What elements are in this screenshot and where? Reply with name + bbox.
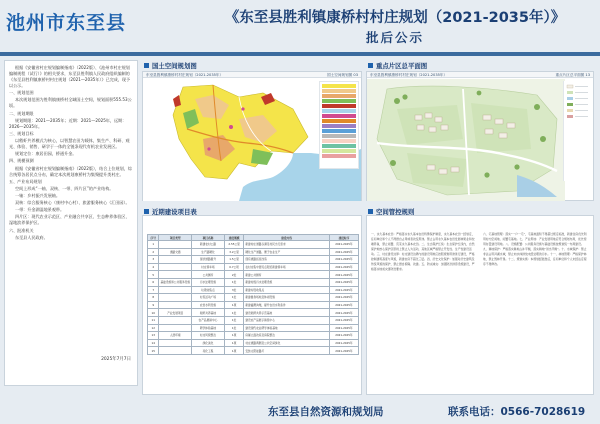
table-cell: 7: [148, 286, 159, 294]
bullet-square-icon: [368, 63, 373, 68]
table-cell: 新建健身场地及休闲设施: [244, 294, 330, 302]
table-cell: [159, 339, 192, 347]
phone-number: 0566-7028619: [500, 406, 586, 418]
table-cell: 房屋立面改造及庭院整治: [244, 332, 330, 340]
table-cell: 2021-2025年: [329, 271, 358, 279]
table-cell: 1项: [224, 339, 243, 347]
table-cell: 新建村庄道路以满足村民出行需求: [244, 241, 330, 249]
paragraph: 规划期限：2021—2035年；近期：2021—2025年，远期：2026—2035年。: [9, 117, 127, 129]
table-cell: 2021-2025年: [329, 241, 358, 249]
map-legend: [319, 81, 359, 169]
table-cell: 1处: [224, 309, 243, 317]
column-header: 建设内容: [244, 235, 330, 241]
table-cell: 1处: [224, 324, 243, 332]
bullet-square-icon: [368, 209, 373, 214]
bullet-square-icon: [144, 209, 149, 214]
paragraph: 空间上形成“一轴、双核、一带、四片区”的产业结构。: [15, 185, 114, 191]
table-cell: 12: [148, 324, 159, 332]
table-cell: [159, 324, 192, 332]
table-row: [148, 339, 359, 347]
phone-label: 联系电话：: [448, 406, 501, 418]
column-header: 项目类型: [159, 235, 192, 241]
table-cell: 新建公共厕所: [244, 271, 330, 279]
table-row: [148, 316, 359, 324]
section-heading: 四、规模预测: [9, 158, 34, 164]
table-cell: 1处: [224, 278, 243, 286]
table-cell: 村庄停车场: [192, 263, 225, 271]
table-cell: 生产路硬化: [192, 248, 225, 256]
table-row: [148, 278, 359, 286]
announcement-text: [4, 60, 138, 386]
paragraph: 根据《安徽省村庄规划编制指南》（2022版），结合上位规划，综合统筹各居民点分布，确定本次规划康桥村为集聚提升类村庄。: [9, 165, 132, 177]
table-row: [148, 324, 359, 332]
table-cell: 村庄道路两侧及公共空间绿化: [244, 339, 330, 347]
table-cell: 5: [148, 271, 159, 279]
key-area-site-plan: [367, 79, 565, 201]
table-cell: 新建村级污水处理设施: [244, 278, 330, 286]
paragraph: 四片区：现代农业示范区、产业融合共享区、生态种养体验区、湿地滨养保护区。: [9, 214, 130, 226]
table-row: [148, 256, 359, 264]
table-cell: 2021-2025年: [329, 286, 358, 294]
map-title-bar: 东至县胜利镇康桥村村庄规划（2021-2035年） 国土空间规划图 03: [143, 72, 361, 78]
table-row: [148, 301, 359, 309]
table-cell: [159, 256, 192, 264]
issuing-authority: 东至县自然资源和规划局: [268, 406, 384, 418]
table-row: [148, 248, 359, 256]
table-cell: 2021-2025年: [329, 263, 358, 271]
key-area-plan-panel: [366, 71, 594, 201]
table-cell: 稻虾共养基地: [192, 309, 225, 317]
table-cell: 村民活动广场: [192, 294, 225, 302]
paragraph: 根据《安徽省村庄规划编制指南》（2022版）、《池州市村庄规划编制规程（试行）》的相关要求，东至县胜利镇人民政府组织编制的《东至县胜利镇康桥村村庄规划（2021—2035年）》已完成，现予以公示。: [9, 65, 131, 89]
table-cell: 2021-2025年: [329, 248, 358, 256]
table-cell: 1处: [224, 316, 243, 324]
table-cell: [159, 241, 192, 249]
projects-table-panel: [142, 215, 362, 395]
table-cell: 1项: [224, 301, 243, 309]
paragraph: 本次规划范围为胜利镇康桥村全域国土空间，规划面积555.53公顷。: [9, 97, 132, 109]
table-cell: 1项: [224, 332, 243, 340]
paragraph: 以稻虾共养模式为核心，以智慧农田为载体，集生产、科研、观光、体验、销售、研学于一体的全链条现代有机农业发展区。: [9, 138, 130, 150]
table-cell: [159, 286, 192, 294]
legend-swatches: [564, 81, 592, 181]
map-title-bar: 东至县胜利镇康桥村村庄规划（2021-2035年） 重点片区总平面图 13: [367, 72, 593, 78]
table-cell: 1: [148, 241, 159, 249]
table-row: [148, 332, 359, 340]
section-heading: 三、规划目标: [9, 130, 34, 136]
section-heading: 一、规划范围: [9, 90, 34, 96]
table-cell: 新建灌溉沟渠，提升农田水利条件: [244, 301, 330, 309]
projects-heading: 近期建设项目表: [144, 206, 197, 216]
table-cell: 建设农产品展示销售中心: [244, 316, 330, 324]
table-cell: 在村庄集中居民点附近新建停车场: [244, 263, 330, 271]
table-cell: 1处: [224, 294, 243, 302]
table-cell: 公共厕所: [192, 271, 225, 279]
plan-subtitle: 批后公示: [365, 30, 424, 45]
table-cell: 1项: [224, 347, 243, 355]
header-divider: [0, 52, 600, 56]
land-use-heading: 国土空间规划图: [144, 60, 197, 70]
table-cell: [159, 271, 192, 279]
table-cell: 农田水利设施: [192, 301, 225, 309]
section-heading: 六、批准机关: [9, 227, 34, 233]
table-cell: 2021-2025年: [329, 309, 358, 317]
table-cell: 2021-2025年: [329, 324, 358, 332]
paragraph: 一带：升金湖湿地景观带。: [15, 207, 65, 213]
table-cell: 2021-2025年: [329, 347, 358, 355]
table-row: [148, 294, 359, 302]
table-cell: 2.55公里: [224, 241, 243, 249]
table-cell: 3处: [224, 286, 243, 294]
table-cell: 2021-2025年: [329, 294, 358, 302]
table-cell: 13: [148, 332, 159, 340]
paragraph: 规划定位：康居田园，桥通升金。: [15, 151, 77, 157]
table-cell: 15: [148, 347, 159, 355]
table-cell: 硬化生产道路，便于农业生产: [244, 248, 330, 256]
table-cell: 建设稻虾共养示范基地: [244, 309, 330, 317]
table-cell: 村庄风貌整治: [192, 332, 225, 340]
county-name: 池州市东至县: [6, 12, 127, 34]
table-cell: [159, 316, 192, 324]
table-cell: [159, 263, 192, 271]
column-header: 建设时序: [329, 235, 358, 241]
table-cell: 2: [148, 248, 159, 256]
table-cell: 新建垃圾收集点: [244, 286, 330, 294]
table-row: [148, 347, 359, 355]
table-cell: [159, 347, 192, 355]
table-cell: 2021-2025年: [329, 301, 358, 309]
table-cell: 2021-2025年: [329, 332, 358, 340]
column-header: 建设规模: [224, 235, 243, 241]
table-cell: [159, 301, 192, 309]
table-cell: 1.5公里: [224, 256, 243, 264]
table-cell: [159, 294, 192, 302]
table-cell: 11: [148, 316, 159, 324]
table-cell: 人居环境: [159, 332, 192, 340]
table-cell: 4: [148, 263, 159, 271]
rules-column-left: 一、永久基本农田：严格落实永久基本农田特殊保护制度，永久基本农田一经划定，任何单位和个人不得擅自占用或者改变用途。禁止占用永久基本农田发展林果业和挖塘养鱼，禁止闲置、荒芜永久基本农田。二、生态保护红线：生态保护红线内，自然保护地核心保护区原则上禁止人为活动，其他区域严格禁止开发性、生产性建设活动。三、村庄建设边界：村庄建设边界内的建设用地应按照规划用途进行建设，严格控制建筑高度与风貌，新建农房不超过三层。四、历史文化保护：加强对历史建筑及传统风貌的保护，禁止擅自拆除、改建。五、防灾减灾：加强防洪排涝设施建设，严格落实地质灾害防治要求。: [371, 232, 475, 272]
table-cell: 2021-2025年: [329, 316, 358, 324]
section-heading: 五、产业布局规划: [9, 178, 42, 184]
table-cell: 3: [148, 256, 159, 264]
table-cell: 研学体验基地: [192, 324, 225, 332]
column-header: 序号: [148, 235, 159, 241]
key-area-heading: 重点片区总平面图: [368, 60, 427, 70]
table-cell: 农产品展销中心: [192, 316, 225, 324]
table-cell: 基础设施和公共服务设施: [160, 280, 191, 285]
table-cell: 2021-2025年: [329, 278, 358, 286]
projects-table: [147, 234, 359, 355]
contact-phone: [448, 404, 585, 419]
paragraph: 一轴：乡村振兴发展轴。: [15, 193, 61, 199]
table-cell: 9: [148, 301, 159, 309]
paragraph: 东至县人民政府。: [15, 234, 48, 240]
table-cell: 垃圾收集点: [192, 286, 225, 294]
table-cell: 道路交通: [159, 248, 192, 256]
table-cell: 新建农村公路: [192, 241, 225, 249]
table-cell: 2021-2025年: [329, 256, 358, 264]
table-cell: 10: [148, 309, 159, 317]
table-row: [148, 271, 359, 279]
table-row: [148, 309, 359, 317]
table-cell: 0.7公顷: [224, 263, 243, 271]
paragraph: 双核：综合服务核心（康村中心村）、旅游服务核心（汇田园）。: [15, 200, 130, 206]
table-cell: 现有道路拓宽改造: [244, 256, 330, 264]
plan-title: 《东至县胜利镇康桥村村庄规划（2021-2035年）》: [224, 10, 566, 26]
table-cell: 2处: [224, 271, 243, 279]
land-use-map-panel: [142, 71, 362, 201]
plan-legend: [563, 81, 591, 181]
publish-date: 2025年7月7日: [101, 356, 131, 362]
table-row: [148, 263, 359, 271]
column-header: 项目名称: [192, 235, 225, 241]
control-rules-panel: [366, 215, 594, 395]
table-body: [148, 241, 359, 355]
control-rules-text: [371, 232, 591, 396]
table-cell: 现状道路提升: [192, 256, 225, 264]
table-cell: 产业发展项目: [159, 309, 192, 317]
table-cell: 14: [148, 339, 159, 347]
rules-column-right: 六、宅基地管理：落实“一户一宅”，宅基地面积不得超过规定标准，新建住房优先利用村内空闲地、闲置宅基地。七、产业用地：产业发展用地应符合规划布局，优先使用存量建设用地。八、设施配置：公共服务设施与基础设施按规划统一布局建设。九、耕地保护：严格落实耕地占补平衡，落实耕地“进出平衡”。十、水域保护：禁止非法占用河湖水域，禁止向水体排放未经处理的污水。十一、林地管理：严格保护林地，禁止毁林开垦。十二、规划实施：本规划经批准后，任何单位和个人未经法定程序不得修改。: [483, 232, 587, 267]
table-cell: 亮化工程: [192, 347, 225, 355]
table-row: [148, 286, 359, 294]
table-cell: 2021-2025年: [329, 339, 358, 347]
table-row: [148, 241, 359, 249]
section-heading: 二、规划期限: [9, 110, 34, 116]
bullet-square-icon: [144, 63, 149, 68]
table-cell: 绿化美化: [192, 339, 225, 347]
table-cell: 3.2公里: [224, 248, 243, 256]
table-cell: 安装太阳能路灯: [244, 347, 330, 355]
table-cell: 污水处理设施: [192, 278, 225, 286]
table-cell: 8: [148, 294, 159, 302]
control-rules-heading: 空间管控规则: [368, 206, 414, 216]
table-cell: 建设现代农业研学体验基地: [244, 324, 330, 332]
table-cell: 6: [148, 278, 159, 286]
